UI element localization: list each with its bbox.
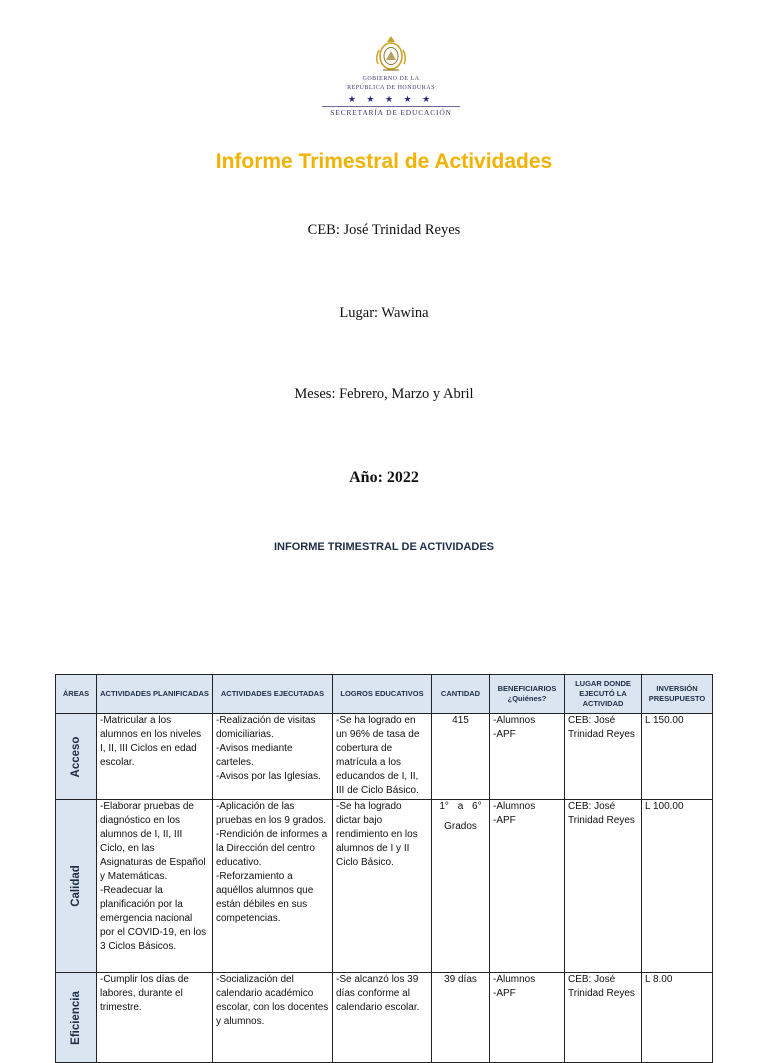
lugar-cell [565, 714, 642, 800]
cell-text: -Socialización del calendario académico escolar, con los docentes y alumnos. [216, 974, 329, 1027]
cell-text: 39 días [444, 974, 477, 985]
header-cantidad: CANTIDAD [432, 675, 490, 714]
cell-text: Grados [444, 821, 477, 832]
cell-text: -Reforzamiento a aquéllos alumnos que están débiles en sus competencias. [216, 871, 314, 924]
planificadas-cell [97, 800, 213, 973]
cell-text: -Cumplir los días de labores, durante el trimestre. [100, 974, 189, 1013]
cell-text: L 8.00 [645, 974, 673, 985]
ceb-line: CEB: José Trinidad Reyes [307, 222, 461, 238]
ejecutadas-cell [213, 800, 333, 973]
header-beneficiarios: BENEFICIARIOS ¿Quiénes? [490, 675, 565, 714]
cantidad-cell [432, 714, 490, 800]
header-inversion: INVERSIÓN PRESUPUESTO [642, 675, 713, 714]
planificadas-cell [97, 973, 213, 1063]
cell-text: -Aplicación de las pruebas en los 9 grados. [216, 801, 327, 826]
cell-text: -APF [493, 729, 516, 740]
cell-text: -Rendición de informes a la Dirección del centro educativo. [216, 829, 328, 868]
cantidad-cell [432, 973, 490, 1063]
secretaria-line: SECRETARÍA DE EDUCACIÓN [330, 108, 452, 117]
document-title: Informe Trimestral de Actividades [215, 150, 553, 173]
logros-cell [333, 973, 432, 1063]
beneficiarios-cell [490, 714, 565, 800]
header-planificadas: ACTIVIDADES PLANIFICADAS [97, 675, 213, 714]
cell-text: -Readecuar la planificación por la emergencia nacional por el COVID-19, en los 3 Ciclos Básicos. [100, 885, 207, 952]
area-label: Calidad [70, 865, 82, 907]
cell-text: -Alumnos [493, 715, 536, 726]
table-row [56, 800, 713, 973]
cell-text: -Elaborar pruebas de diagnóstico en los alumnos de I, II, III Ciclo, en las Asignaturas de Español y Matemáticas. [100, 801, 206, 882]
cell-text: CEB: José Trinidad Reyes [568, 715, 635, 740]
meses-line: Meses: Febrero, Marzo y Abril [294, 386, 474, 402]
cell-text: L 150.00 [645, 715, 684, 726]
cell-text: -Avisos mediante carteles. [216, 743, 293, 768]
area-cell [56, 973, 97, 1063]
coat-of-arms-icon [373, 34, 409, 74]
cell-text: -Se ha logrado en un 96% de tasa de cobertura de matrícula a los educandos de I, II, III de Ciclo Básico. [336, 715, 420, 796]
secretaria-logo [322, 34, 460, 122]
cell-text: L 100.00 [645, 801, 684, 812]
area-label: Acceso [70, 736, 82, 777]
header-ejecutadas: ACTIVIDADES EJECUTADAS [213, 675, 333, 714]
cell-text: -Matricular a los alumnos en los niveles I, II, III Ciclos en edad escolar. [100, 715, 202, 768]
header-lugar: LUGAR DONDE EJECUTÓ LA ACTIVIDAD [565, 675, 642, 714]
table-row [56, 714, 713, 800]
cell-text: CEB: José Trinidad Reyes [568, 974, 635, 999]
ejecutadas-cell [213, 973, 333, 1063]
cell-text: 415 [452, 715, 469, 726]
gobierno-line: GOBIERNO DE LA [362, 76, 420, 82]
cell-text: -Se alcanzó los 39 días conforme al calendario escolar. [336, 974, 420, 1013]
table-row [56, 973, 713, 1063]
planificadas-cell [97, 714, 213, 800]
area-cell [56, 800, 97, 973]
beneficiarios-cell [490, 800, 565, 973]
beneficiarios-cell [490, 973, 565, 1063]
cell-text: -APF [493, 815, 516, 826]
cell-text: CEB: José Trinidad Reyes [568, 801, 635, 826]
logo-divider [322, 106, 460, 107]
activities-table [55, 674, 713, 1063]
cell-text: 1° a 6° [439, 801, 482, 812]
lugar-line: Lugar: Wawina [339, 305, 429, 321]
logros-cell [333, 800, 432, 973]
ejecutadas-cell [213, 714, 333, 800]
cell-text: -Se ha logrado dictar bajo rendimiento en los alumnos de I y II Ciclo Básico. [336, 801, 418, 868]
area-cell [56, 714, 97, 800]
cell-text: -Realización de visitas domiciliarias. [216, 715, 316, 740]
cell-text: -Alumnos [493, 974, 536, 985]
anio-line: Año: 2022 [349, 469, 419, 486]
inversion-cell [642, 973, 713, 1063]
lugar-cell [565, 973, 642, 1063]
logros-cell [333, 714, 432, 800]
header-logros: LOGROS EDUCATIVOS [333, 675, 432, 714]
cell-text: -Alumnos [493, 801, 536, 812]
inversion-cell [642, 800, 713, 973]
table-header-row [56, 675, 713, 714]
inversion-cell [642, 714, 713, 800]
area-label: Eficiencia [70, 990, 82, 1045]
cantidad-cell [432, 800, 490, 973]
header-areas: ÁREAS [56, 675, 97, 714]
cell-text: -APF [493, 988, 516, 999]
section-title: INFORME TRIMESTRAL DE ACTIVIDADES [273, 541, 494, 553]
stars-icon: ★ ★ ★ ★ ★ [347, 94, 435, 104]
lugar-cell [565, 800, 642, 973]
republica-line: REPÚBLICA DE HONDURAS [347, 85, 435, 91]
cell-text: -Avisos por las Iglesias. [216, 771, 321, 782]
